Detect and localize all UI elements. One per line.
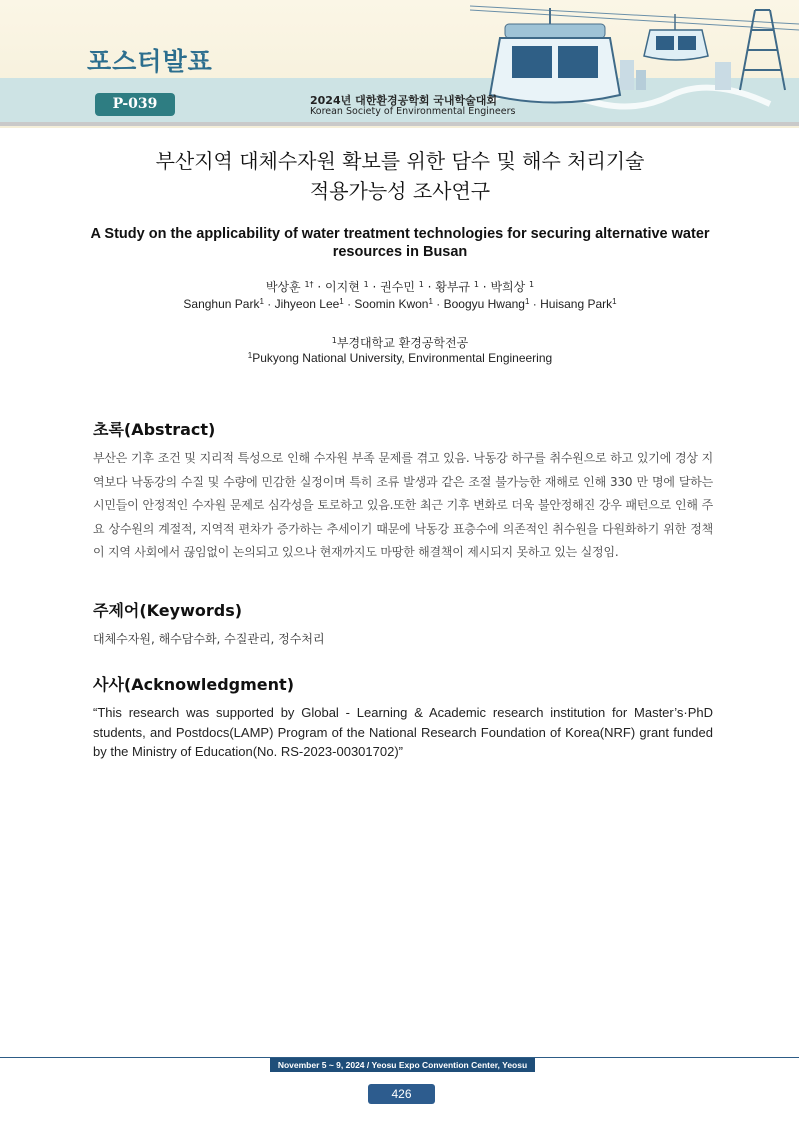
- author-separator: ·: [478, 280, 491, 294]
- acknowledgment-heading: 사사(Acknowledgment): [93, 675, 295, 694]
- author-name: 이지현: [325, 280, 364, 294]
- affiliation-sup: 1: [247, 351, 253, 360]
- footer-event-info: November 5 ~ 9, 2024 / Yeosu Expo Convention Center, Yeosu: [270, 1058, 535, 1072]
- author-name: 황부규: [435, 280, 474, 294]
- author-separator: ·: [313, 280, 326, 294]
- banner-divider: [0, 122, 799, 126]
- author-affiliation-sup: 1: [612, 297, 617, 306]
- author-name: 박상훈: [265, 280, 305, 294]
- affiliation-ko: [100, 334, 700, 351]
- affiliation-en-text: Pukyong National University, Environmental Engineering: [252, 351, 553, 365]
- author-affiliation-sup: 1: [524, 297, 530, 306]
- authors-ko: [100, 278, 700, 295]
- author-affiliation-sup: 1: [259, 297, 264, 306]
- author-affiliation-sup: 1: [363, 280, 369, 289]
- author-name: Huisang Park: [540, 297, 613, 311]
- conference-name-en: Korean Society of Environmental Engineers: [310, 106, 516, 117]
- author-affiliation-sup: 1†: [304, 280, 314, 289]
- author-separator: ·: [529, 297, 541, 311]
- author-affiliation-sup: 1: [428, 297, 433, 306]
- abstract-heading: 초록(Abstract): [93, 420, 216, 439]
- paper-title-en: A Study on the applicability of water treatment technologies for securing alternative water resources in Busan: [90, 226, 710, 260]
- author-name: Jihyeon Lee: [274, 297, 340, 311]
- affiliation-sup: 1: [331, 336, 337, 345]
- title-ko-line1: 부산지역 대체수자원 확보를 위한 담수 및 해수 처리기술: [155, 149, 645, 173]
- keywords-heading: 주제어(Keywords): [93, 601, 243, 620]
- author-affiliation-sup: 1: [529, 280, 535, 289]
- paper-title-ko: [60, 146, 740, 206]
- cable-car-illustration: [470, 0, 799, 122]
- author-separator: ·: [368, 280, 381, 294]
- author-separator: ·: [263, 297, 275, 311]
- poster-id-badge: P-039: [95, 93, 175, 116]
- authors-en: [100, 297, 700, 311]
- abstract-text: 부산은 기후 조건 및 지리적 특성으로 인해 수자원 부족 문제를 겪고 있음. 낙동강 하구를 취수원으로 하고 있기에 경상 지역보다 낙동강의 수질 및 수량에 민감한 실정이며 특히 조류 발생과 같은 조절 불가능한 재해로 인해 330 만 명에 달하는 시민들이 안정적인 수자원 문제로 심각성을 토로하고 있음.또한 최근 기후 변화로 더욱 불안정해진 강우 패턴으로 인해 주요 상수원의 계절적, 지역적 편차가 증가하는 추세이기 때문에 낙동강 표층수에 의존적인 취수원을 다원화하기 위한 정책이 지역 사회에서 끊임없이 논의되고 있으나 현재까지도 마땅한 해결책이 제시되지 못하고 있는 실정임.: [93, 451, 713, 559]
- title-ko-line2: 적용가능성 조사연구: [309, 179, 491, 203]
- acknowledgment-text: “This research was supported by Global - Learning & Academic research institution for Master’s·PhD students, and Postdocs(LAMP) Program of the National Research Foundation of Korea(NRF) grant funded by the Ministry of Education(No. RS-2023-00301702)”: [93, 705, 713, 759]
- author-name: Soomin Kwon: [354, 297, 429, 311]
- affiliation-en: [100, 351, 700, 365]
- page-number: 426: [368, 1084, 435, 1104]
- author-separator: ·: [423, 280, 436, 294]
- poster-section-label: 포스터발표: [87, 47, 213, 76]
- author-name: 권수민: [380, 280, 419, 294]
- author-name: Sanghun Park: [183, 297, 260, 311]
- author-name: Boogyu Hwang: [443, 297, 525, 311]
- author-affiliation-sup: 1: [339, 297, 344, 306]
- author-name: 박희상: [490, 280, 530, 294]
- affiliation-ko-text: 부경대학교 환경공학전공: [336, 336, 469, 350]
- conference-name-ko: 2024년 대한환경공학회 국내학술대회: [310, 94, 498, 107]
- author-affiliation-sup: 1: [473, 280, 479, 289]
- keywords-text: 대체수자원, 해수담수화, 수질관리, 정수처리: [93, 632, 325, 646]
- author-affiliation-sup: 1: [418, 280, 424, 289]
- header-banner: [0, 0, 799, 128]
- author-separator: ·: [432, 297, 444, 311]
- author-separator: ·: [343, 297, 355, 311]
